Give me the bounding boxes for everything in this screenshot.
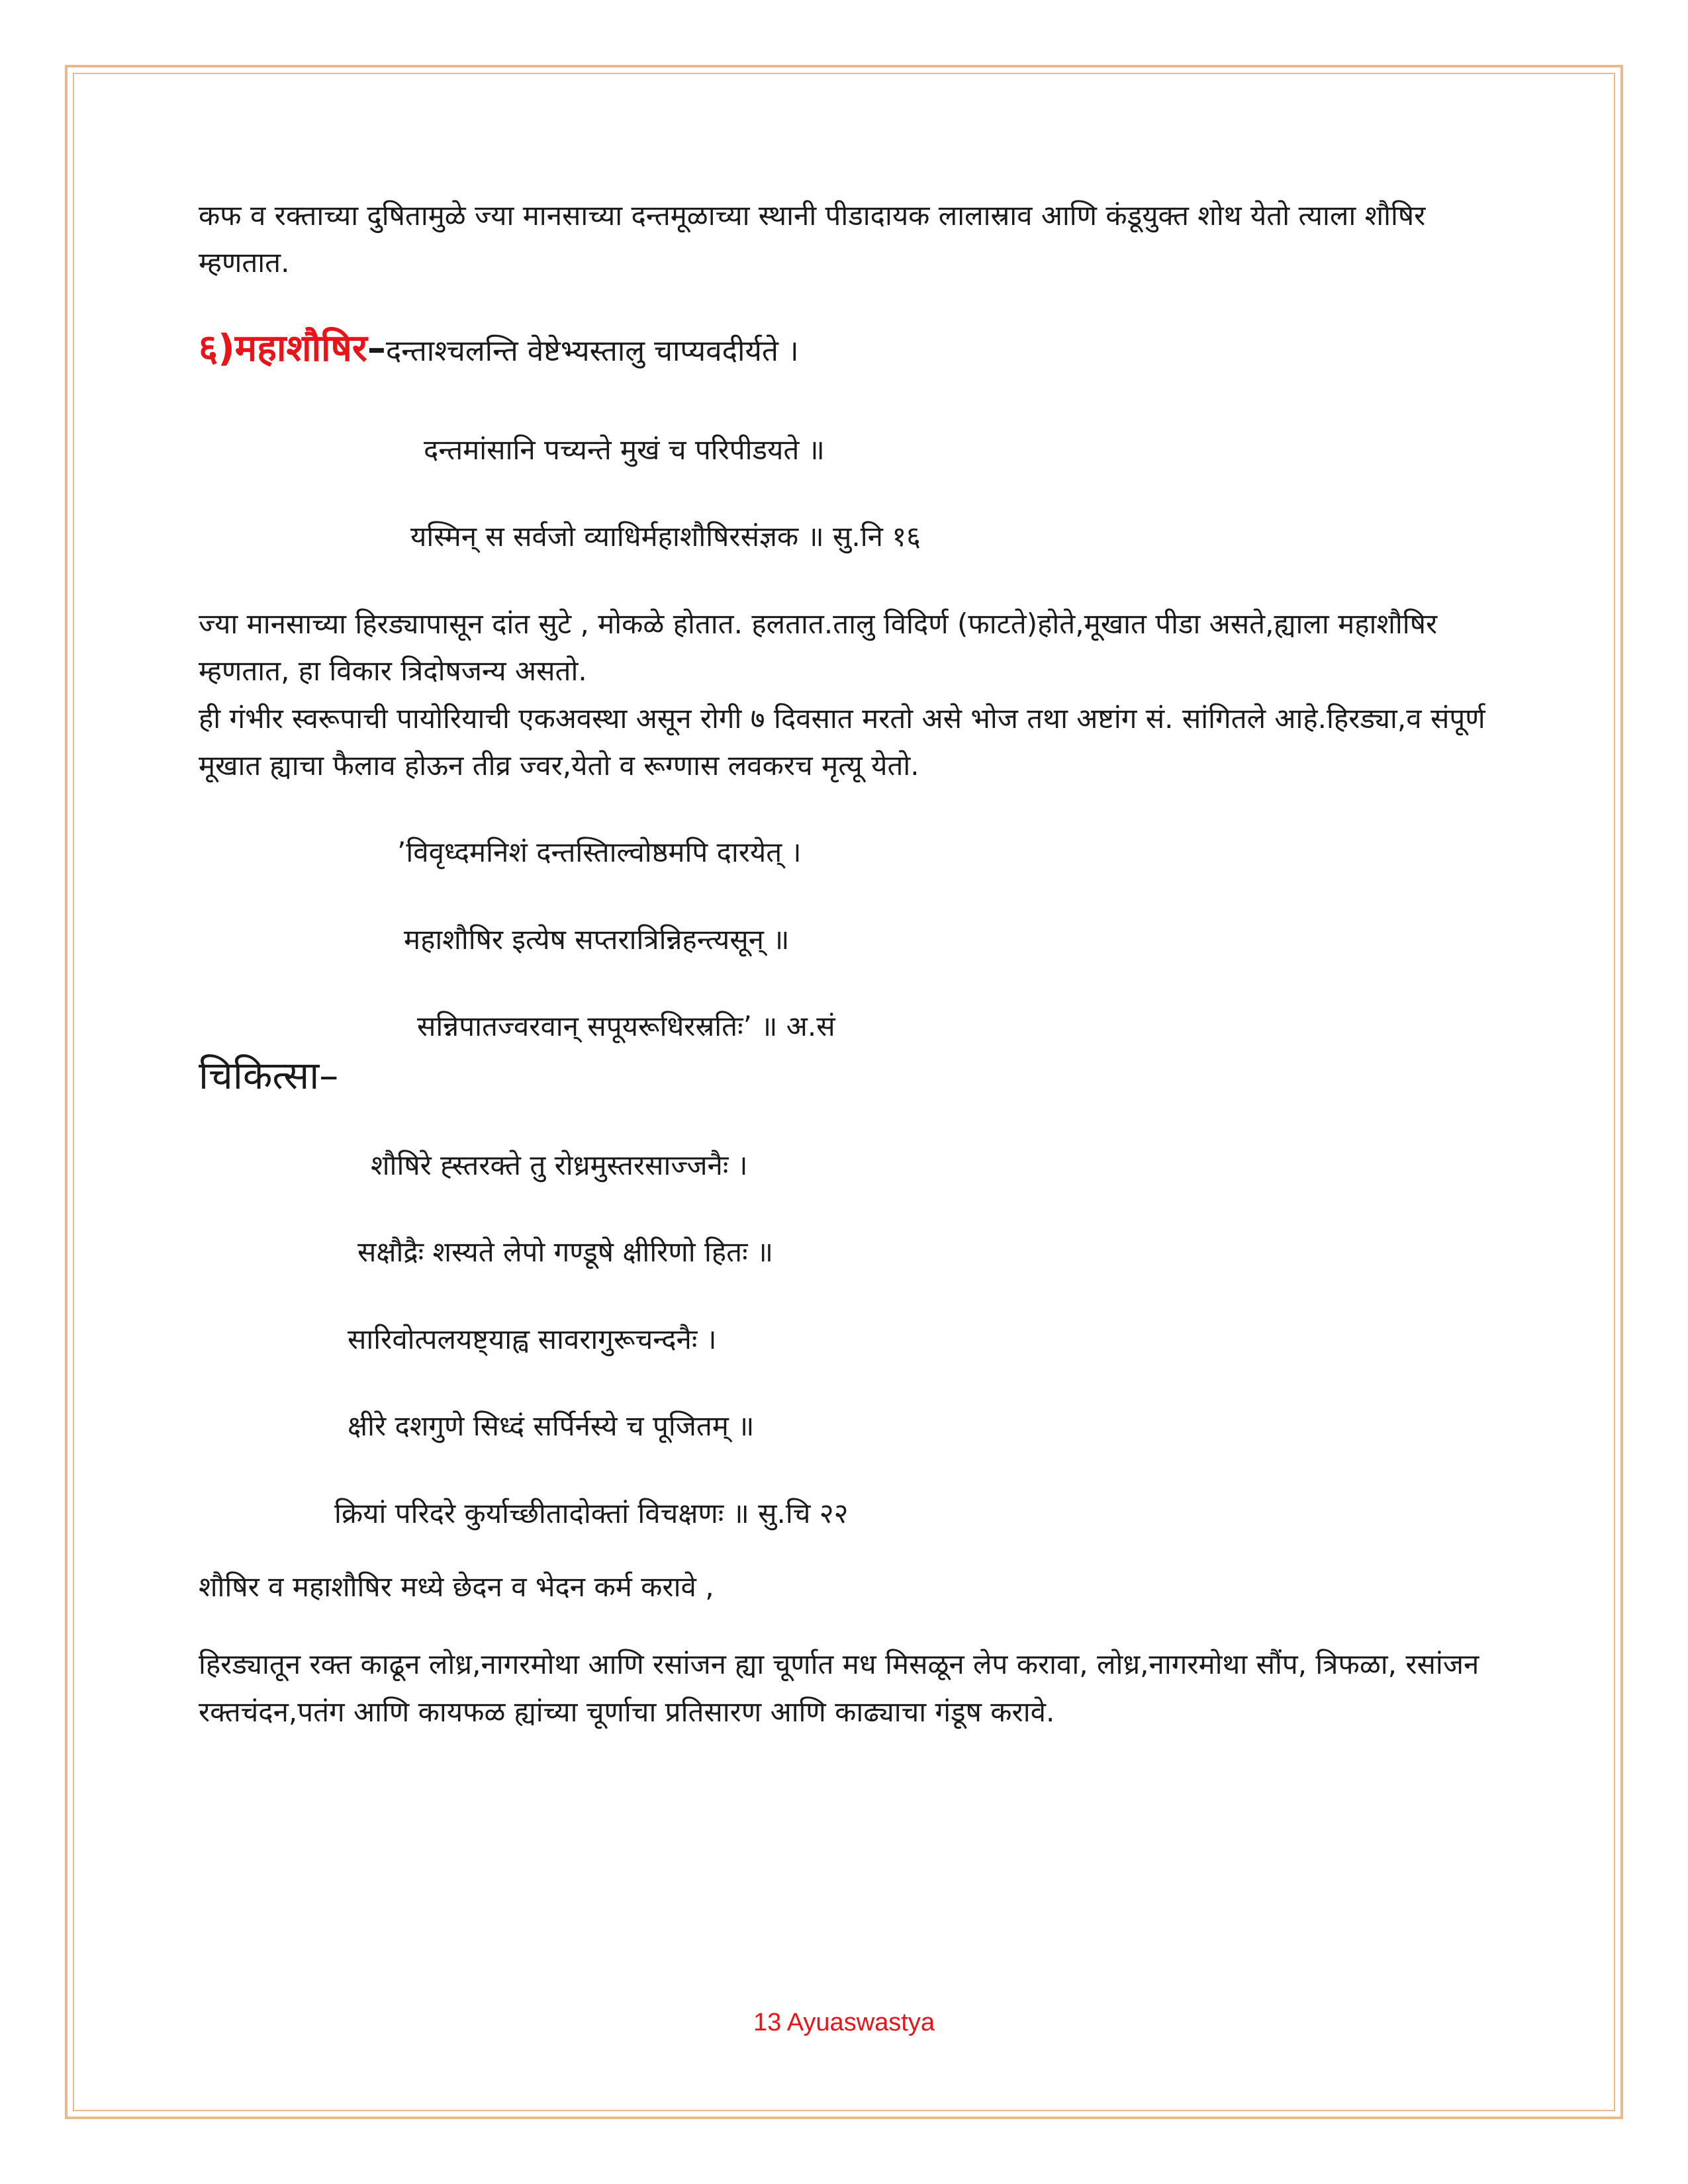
paragraph-mahashaushir-severity: ही गंभीर स्वरूपाची पायोरियाची एकअवस्था असून रोगी ७ दिवसात मरतो असे भोज तथा अष्टांग सं. सांगितले आहे.हिरड्या,व संपूर्ण मूखात ह्याचा फैलाव होऊन तीव्र ज्वर,येतो व रूग्णास लवकरच मृत्यू येतो. — [199, 702, 1485, 782]
verse-line: सन्निपातज्वरवान् सपूयरूधिरस्रतिः’ ॥ अ.सं — [417, 1010, 835, 1043]
page-content — [199, 192, 1489, 1766]
section-title-treatment: चिकित्सा– — [199, 1053, 339, 1099]
verse-line: यस्मिन् स सर्वजो व्याधिर्महाशौषिरसंज्ञक ॥ सु.नि १६ — [410, 520, 921, 553]
heading-verse: दन्ताश्चलन्ति वेष्टेभ्यस्तालु चाप्यवदीर्यते । — [385, 334, 799, 368]
verse-line: शौषिरे ह्स्तरक्ते तु रोध्रमुस्तरसाज्जनैः । — [371, 1149, 748, 1182]
verse-line: ’विवृध्दमनिशं दन्तस्तिाल्वोष्ठमपि दारयेत् । — [397, 836, 802, 869]
heading-dash: – — [367, 326, 386, 370]
heading-title: ६)महाशौषिर — [199, 326, 367, 370]
verse-line: दन्तमांसानि पच्यन्ते मुखं च परिपीडयते ॥ — [424, 433, 825, 466]
verse-line: सारिवोत्पलयष्ट्याह्व सावरागुरूचन्दनैः । — [348, 1322, 717, 1355]
page-number: 13 — [753, 2009, 782, 2036]
verse-line: सक्षौद्रैः शस्यते लेपो गण्डूषे क्षीरिणो हितः ॥ — [357, 1236, 774, 1269]
verse-line: महाशौषिर इत्येष सप्तरात्रिन्निहन्त्यसून् ॥ — [404, 923, 790, 956]
paragraph-mahashaushir-description: ज्या मानसाच्या हिरड्यापासून दांत सुटे , मोकळे होतात. हलतात.तालु विदिर्ण (फाटते)होते,मूखात पीडा असते,ह्याला महाशौषिर म्हणतात, हा विकार त्रिदोषजन्य असतो. — [199, 607, 1438, 688]
page-footer — [0, 2009, 1688, 2037]
verse-line: क्षीरे दशगुणे सिध्दं सर्पिर्नस्ये च पूजितम् ॥ — [348, 1410, 755, 1443]
verse-line: क्रियां परिदरे कुर्याच्छीतादोक्तां विचक्षणः ॥ सु.चि २२ — [334, 1496, 849, 1529]
paragraph-remedy: हिरड्यातून रक्त काढून लोध्र,नागरमोथा आणि रसांजन ह्या चूर्णात मध मिसळून लेप करावा, लोध्र,नागरमोथा सौंप, त्रिफळा, रसांजन रक्तचंदन,पतंग आणि कायफळ ह्यांच्या चूर्णाचा प्रतिसारण आणि काढ्याचा गंडूष करावे. — [199, 1648, 1479, 1728]
footer-title: Ayuaswastya — [786, 2009, 935, 2036]
paragraph-shaushir-definition: कफ व रक्ताच्या दुषितामुळे ज्या मानसाच्या दन्तमूळाच्या स्थानी पीडादायक लालास्राव आणि कंडूयुक्त शोथ येतो त्याला शौषिर म्हणतात. — [199, 199, 1426, 279]
section-heading-mahashaushir — [199, 317, 1489, 380]
paragraph-procedure: शौषिर व महाशौषिर मध्ये छेदन व भेदन कर्म करावे , — [199, 1570, 714, 1604]
